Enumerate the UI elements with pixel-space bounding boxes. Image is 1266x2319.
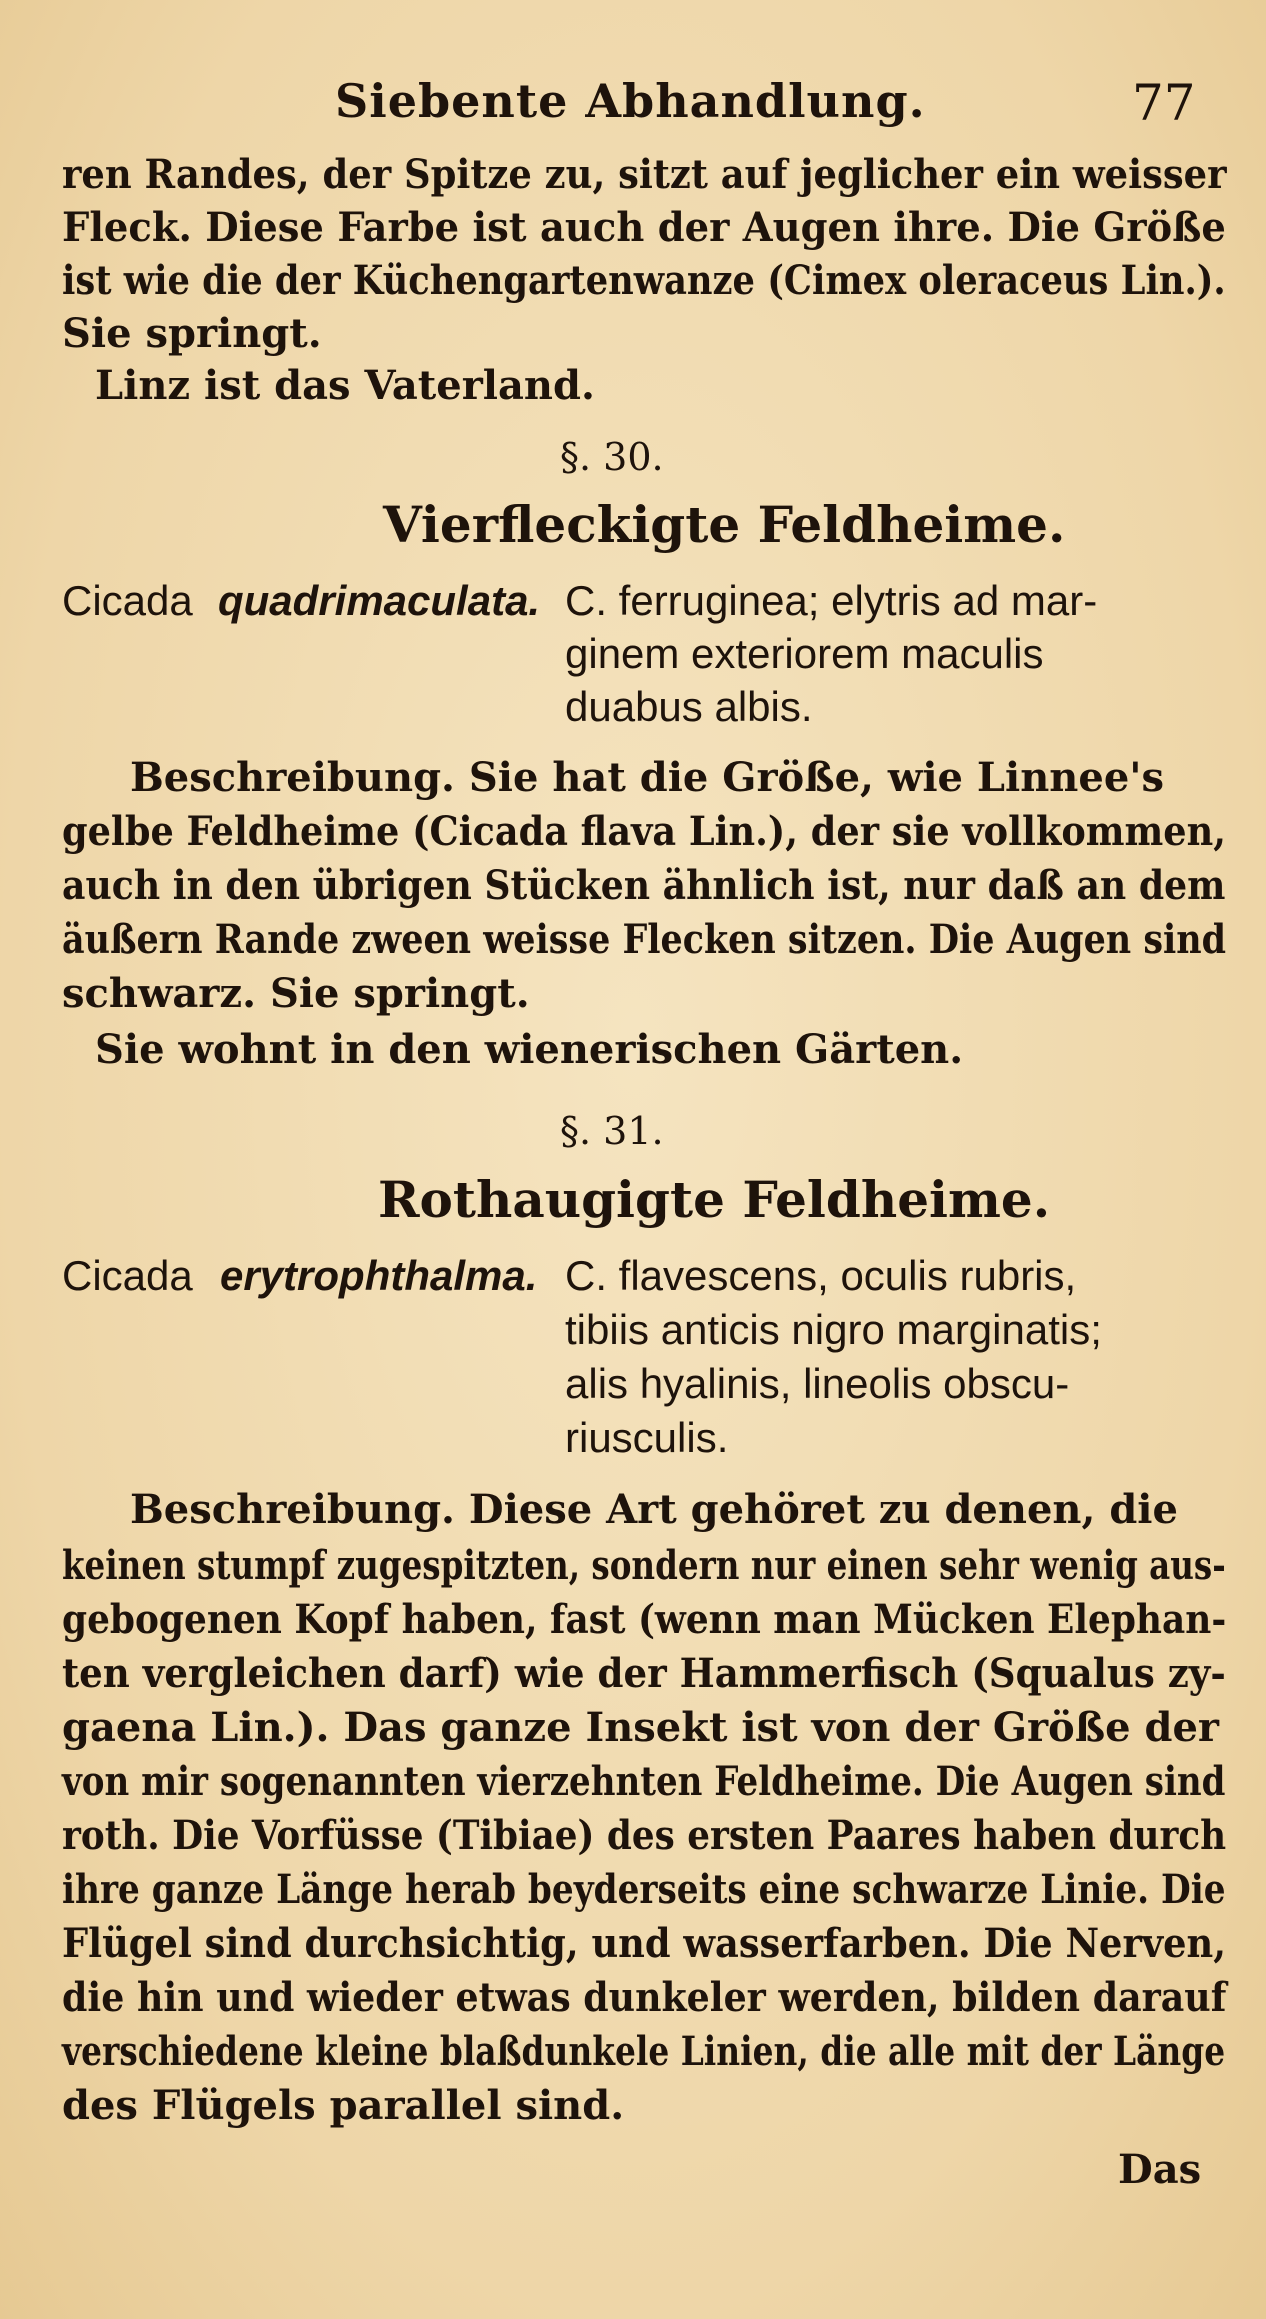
genus-name: Cicada [62,577,193,624]
diagnosis-line: ginem exteriorem maculis [565,630,1044,677]
text-line: von mir sogenannten vierzehnten Feldheime. Die Augen sind [62,1758,1226,1805]
text-line: Flügel sind durchsichtig, und wasserfarben. Die Nerven, [62,1920,1227,1967]
text-line: Fleck. Diese Farbe ist auch der Augen ihre. Die Größe [62,204,1226,251]
section-number: §. 31. [560,1109,664,1153]
text-line: gaena Lin.). Das ganze Insekt ist von der Größe der [62,1704,1219,1751]
section-number: §. 30. [560,435,664,479]
diagnosis-line: tibiis anticis nigro marginatis; [565,1306,1102,1353]
text-line: keinen stumpf zugespitzten, sondern nur einen sehr wenig aus- [62,1542,1226,1589]
text-line: ten vergleichen darf) wie der Hammerfisch (Squalus zy- [62,1650,1226,1697]
text-line: Linz ist das Vaterland. [95,362,595,409]
text-line: ren Randes, der Spitze zu, sitzt auf jeglicher ein weisser [62,151,1227,198]
catchword: Das [1118,2146,1202,2193]
text-line: ist wie die der Küchengartenwanze (Cimex oleraceus Lin.). [62,257,1226,304]
text-line: auch in den übrigen Stücken ähnlich ist, nur daß an dem [62,862,1226,909]
species-name: erytrophthalma. [220,1252,538,1299]
diagnosis-line: riusculis. [565,1414,729,1461]
text-line: Sie springt. [62,310,322,357]
text-line: die hin und wieder etwas dunkeler werden, bilden darauf [62,1974,1227,2021]
text-line: äußern Rande zween weisse Flecken sitzen. Die Augen sind [62,916,1227,963]
page-number: 77 [1132,74,1196,132]
species-name: quadrimaculata. [218,577,541,624]
diagnosis-line: C. ferruginea; elytris ad mar- [565,577,1098,624]
text-line: verschiedene kleine blaßdunkele Linien, die alle mit der Länge [62,2028,1226,2075]
text-line: Beschreibung. Sie hat die Größe, wie Linnee's [130,754,1165,801]
text-line: ihre ganze Länge herab beyderseits eine schwarze Linie. Die [62,1866,1226,1913]
text-line: gelbe Feldheime (Cicada flava Lin.), der sie vollkommen, [62,808,1227,855]
diagnosis-line: C. flavescens, oculis rubris, [565,1252,1077,1299]
section-heading: Rothaugigte Feldheime. [378,1170,1051,1229]
text-line: des Flügels parallel sind. [62,2082,625,2129]
section-heading: Vierfleckigte Feldheime. [383,495,1066,554]
text-line: Beschreibung. Diese Art gehöret zu denen, die [130,1486,1178,1533]
running-header: Siebente Abhandlung. [335,74,926,128]
text-line: schwarz. Sie springt. [62,970,530,1017]
text-line: roth. Die Vorfüsse (Tibiae) des ersten Paares haben durch [62,1812,1227,1859]
text-line: Sie wohnt in den wienerischen Gärten. [95,1026,964,1073]
genus-name: Cicada [62,1252,193,1299]
diagnosis-line: alis hyalinis, lineolis obscu- [565,1360,1070,1407]
diagnosis-line: duabus albis. [565,683,813,730]
text-line: gebogenen Kopf haben, fast (wenn man Mücken Elephan- [62,1596,1227,1643]
